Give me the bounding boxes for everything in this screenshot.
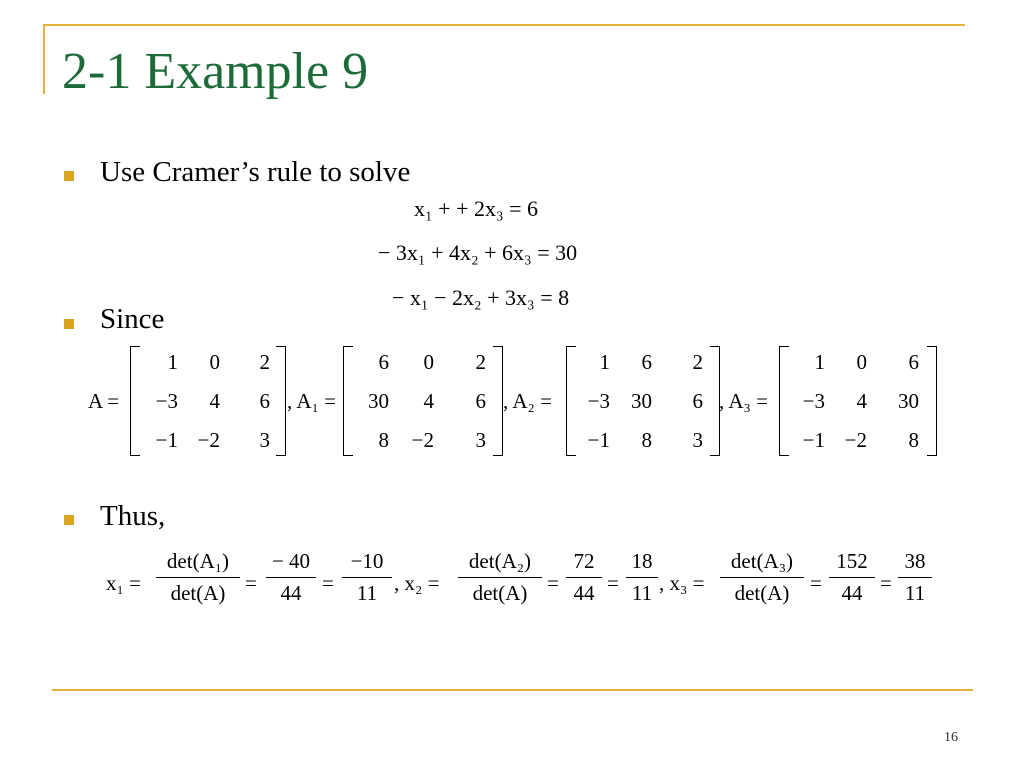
matrix-cell: 6: [908, 350, 919, 374]
matrix-cell: 8: [378, 428, 389, 452]
matrix-cell: 8: [641, 428, 652, 452]
matrix-cell: 1: [814, 350, 825, 374]
matrix-cell: −3: [155, 389, 178, 413]
fraction-denominator: 44: [280, 581, 302, 605]
matrix-label: , A₃ =: [719, 389, 768, 413]
matrix-cell: 1: [599, 350, 610, 374]
matrix-cell: 0: [423, 350, 434, 374]
matrix-cell: 3: [475, 428, 486, 452]
fraction-numerator: 38: [898, 549, 932, 578]
fraction-numerator: det(A₂): [458, 549, 542, 578]
matrix-cell: −2: [411, 428, 434, 452]
matrix-cell: −2: [197, 428, 220, 452]
fraction-numerator: 152: [829, 549, 875, 578]
fraction: [266, 549, 316, 606]
fraction-denominator: det(A): [734, 581, 790, 605]
right-bracket: [276, 346, 286, 456]
fraction-numerator: det(A₁): [156, 549, 240, 578]
equation-line: − 3x₁ + 4x₂ + 6x₃ = 30: [378, 240, 578, 265]
matrix-label: , A₂ =: [503, 389, 552, 413]
bullet-marker: [64, 171, 74, 181]
matrix-cell: 2: [692, 350, 703, 374]
frame-left-line: [43, 24, 45, 94]
page-number: 16: [944, 730, 958, 745]
matrix-cell: 6: [259, 389, 270, 413]
slide-title: 2-1 Example 9: [62, 43, 369, 100]
matrix-label: , A₁ =: [287, 389, 336, 413]
frame-bottom-line: [52, 689, 973, 691]
fraction-numerator: 18: [626, 549, 658, 578]
fraction: [720, 549, 804, 606]
bullet-text: Use Cramer’s rule to solve: [100, 156, 411, 188]
fraction-denominator: 44: [841, 581, 863, 605]
fraction-numerator: −10: [342, 549, 392, 578]
fraction-denominator: det(A): [472, 581, 528, 605]
equals-sign: =: [880, 571, 892, 595]
equals-sign: =: [810, 571, 822, 595]
matrix-cell: −3: [587, 389, 610, 413]
matrix-cell: 6: [378, 350, 389, 374]
fraction: [898, 549, 932, 606]
bullet-text: Thus,: [100, 500, 166, 532]
fraction: [156, 549, 240, 606]
solution-variable: , x₂ =: [394, 571, 440, 595]
equation-line: x₁ + + 2x₃ = 6: [414, 196, 539, 221]
matrix-cell: −3: [802, 389, 825, 413]
matrix-cell: 6: [475, 389, 486, 413]
matrix-cell: 2: [259, 350, 270, 374]
matrix-cell: 30: [368, 389, 389, 413]
matrix-cell: 30: [898, 389, 919, 413]
matrix-cell: 3: [259, 428, 270, 452]
matrix-cell: 4: [209, 389, 220, 413]
fraction: [458, 549, 542, 606]
matrix: [779, 346, 937, 456]
frame-top-line: [43, 24, 965, 26]
fraction-denominator: 11: [631, 581, 653, 605]
matrix-cell: 4: [856, 389, 867, 413]
matrix-cell: −1: [155, 428, 178, 452]
fraction-numerator: det(A₃): [720, 549, 804, 578]
right-bracket: [927, 346, 937, 456]
matrix-cell: 30: [631, 389, 652, 413]
matrix-cell: 6: [692, 389, 703, 413]
bullet-marker: [64, 515, 74, 525]
fraction-numerator: 72: [566, 549, 602, 578]
matrix: [343, 346, 503, 456]
fraction-denominator: 44: [573, 581, 595, 605]
equals-sign: =: [322, 571, 334, 595]
bullet-text: Since: [100, 303, 165, 335]
fraction-numerator: − 40: [266, 549, 316, 578]
equals-sign: =: [245, 571, 257, 595]
matrix-cell: 2: [475, 350, 486, 374]
fraction-denominator: 11: [356, 581, 378, 605]
equals-sign: =: [607, 571, 619, 595]
matrix-cell: 0: [209, 350, 220, 374]
matrix-cell: −2: [844, 428, 867, 452]
matrix-cell: 3: [692, 428, 703, 452]
matrix: [566, 346, 720, 456]
fraction: [829, 549, 875, 606]
solution-variable: x₁ =: [106, 571, 141, 595]
fraction: [626, 549, 658, 606]
fraction-denominator: det(A): [170, 581, 226, 605]
matrix-cell: 0: [856, 350, 867, 374]
fraction: [566, 549, 602, 606]
right-bracket: [493, 346, 503, 456]
matrix-cell: 6: [641, 350, 652, 374]
matrix: [130, 346, 286, 456]
bullet-marker: [64, 319, 74, 329]
matrix-label: A =: [88, 389, 120, 413]
equals-sign: =: [547, 571, 559, 595]
matrix-cell: −1: [587, 428, 610, 452]
matrix-cell: −1: [802, 428, 825, 452]
fraction: [342, 549, 392, 606]
matrix-cell: 4: [423, 389, 434, 413]
matrix-cell: 1: [167, 350, 178, 374]
fraction-denominator: 11: [904, 581, 926, 605]
solution-variable: , x₃ =: [659, 571, 705, 595]
matrix-cell: 8: [908, 428, 919, 452]
equation-line: − x₁ − 2x₂ + 3x₃ = 8: [392, 285, 570, 310]
